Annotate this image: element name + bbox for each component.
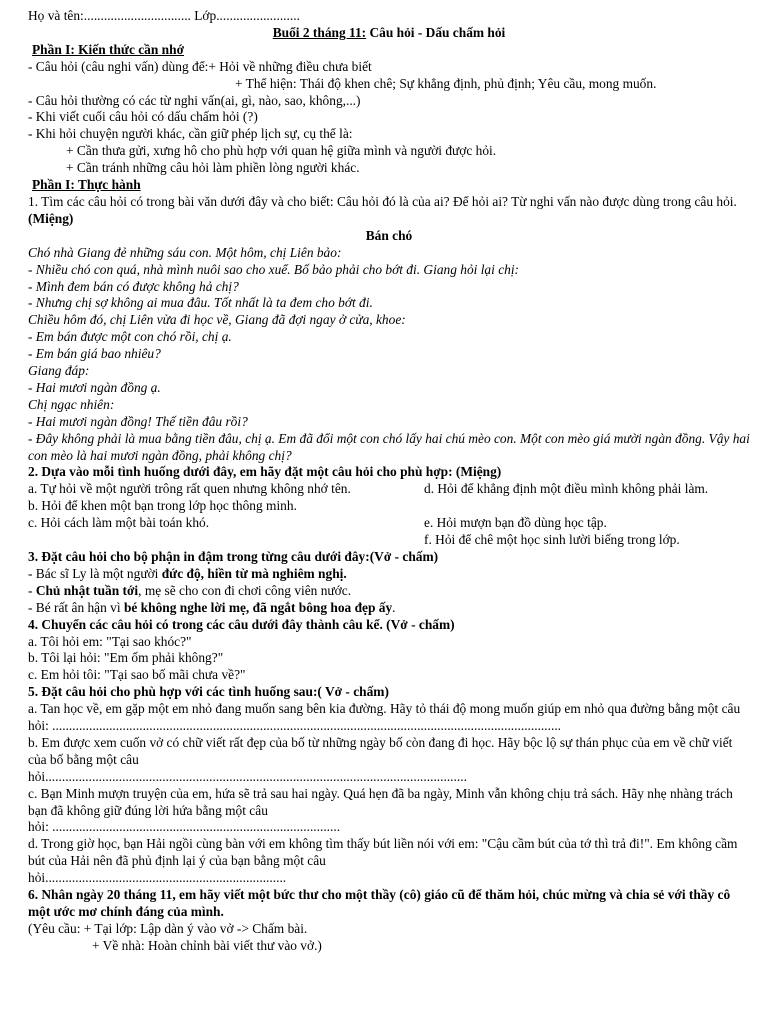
question-2-item: d. Hỏi để khẳng định một điều mình không phải làm. <box>424 481 709 497</box>
answer-blank[interactable]: hỏi........................................................................ <box>28 870 287 886</box>
answer-blank[interactable]: hỏi: ...................................................................................... <box>28 819 341 835</box>
question-3-heading: 3. Đặt câu hỏi cho bộ phận in đậm trong từng câu dưới đây:(Vở - chấm) <box>28 548 439 564</box>
worksheet-document <box>28 8 750 955</box>
question-2-item: c. Hỏi cách làm một bài toán khó. <box>28 515 210 531</box>
story-line: - Đây không phải là mua bằng tiền đâu, chị ạ. Em đã đổi một con chó lấy hai chú mèo con. Một con mèo giá mười ngàn đồng. Vậy hai con mèo là hai mươi ngàn đồng, phải không chị? <box>28 430 750 463</box>
part1-line: + Cần thưa gửi, xưng hô cho phù hợp với quan hệ giữa mình và người được hỏi. <box>66 143 497 159</box>
bold-part: Chủ nhật tuần tới <box>35 582 139 598</box>
title-date: Buổi 2 tháng 11: <box>272 24 367 40</box>
question-2-heading: 2. Dựa vào mỗi tình huống dưới đây, em hãy đặt một câu hỏi cho phù hợp: (Miệng) <box>28 464 502 480</box>
bold-part: đức độ, hiền từ mà nghiêm nghị. <box>161 565 347 581</box>
question-4-heading: 4. Chuyển các câu hỏi có trong các câu dưới đây thành câu kể. (Vở - chấm) <box>28 616 455 632</box>
story-line: - Hai mươi ngàn đồng! Thế tiền đâu rồi? <box>28 413 248 429</box>
part1-line: + Cần tránh những câu hỏi làm phiền lòng người khác. <box>66 160 360 176</box>
question-3-sentence <box>28 583 750 600</box>
part1-line: - Khi hỏi chuyện người khác, cần giữ phép lịch sự, cụ thể là: <box>28 126 353 142</box>
bold-part: bé không nghe lời mẹ, đã ngắt bông hoa đẹp ấy <box>123 599 393 615</box>
question-2-item: f. Hỏi để chê một học sinh lười biếng trong lớp. <box>424 532 680 548</box>
sentence-text: - Bé rất ân hận vì <box>28 599 124 615</box>
worksheet-title <box>28 25 750 42</box>
story-line: Giang đáp: <box>28 363 90 379</box>
question-2-item: b. Hỏi để khen một bạn trong lớp học thông minh. <box>28 498 297 514</box>
question-5-item: c. Bạn Minh mượn truyện của em, hứa sẽ trả sau hai ngày. Quá hẹn đã ba ngày, Minh vẫn không chịu trả sách. Hãy nhẹ nhàng trách bạn đã không giữ đúng lời hứa bằng một câu <box>28 785 733 818</box>
answer-blank[interactable]: hỏi: ........................................................................................................................................................ <box>28 718 562 734</box>
story-line: - Nhưng chị sợ không ai mua đâu. Tốt nhất là ta đem cho bớt đi. <box>28 295 373 311</box>
question-2-items <box>28 481 750 549</box>
question-5-heading: 5. Đặt câu hỏi cho phù hợp với các tình huống sau:( Vở - chấm) <box>28 684 389 700</box>
name-class-line: Họ và tên:................................ Lớp......................... <box>28 8 300 23</box>
question-2-left-column <box>28 481 424 549</box>
question-6-requirement: + Về nhà: Hoàn chỉnh bài viết thư vào vở.) <box>92 937 322 953</box>
question-3-sentence <box>28 566 750 583</box>
question-2-item: e. Hỏi mượn bạn đồ dùng học tập. <box>424 515 607 531</box>
part2-heading: Phần I: Thực hành <box>32 177 141 193</box>
story-line: - Mình đem bán có được không hả chị? <box>28 278 239 294</box>
part1-line: - Câu hỏi (câu nghi vấn) dùng để:+ Hỏi về những điều chưa biết <box>28 58 372 74</box>
story-line: - Hai mươi ngàn đồng ạ. <box>28 379 161 395</box>
part1-line: - Khi viết cuối câu hỏi có dấu chấm hỏi (?) <box>28 109 258 125</box>
part1-line: - Câu hỏi thường có các từ nghi vấn(ai, gì, nào, sao, không,...) <box>28 92 361 108</box>
sentence-text: - Bác sĩ Ly là một người <box>28 565 162 581</box>
question-1-text: 1. Tìm các câu hỏi có trong bài văn dưới đây và cho biết: Câu hỏi đó là của ai? Để hỏi ai? Từ nghi vấn nào được dùng trong câu hỏi. <box>28 193 737 209</box>
question-3-sentence <box>28 600 750 617</box>
question-1 <box>28 194 750 228</box>
sentence-text: . <box>392 599 396 615</box>
question-2-item: a. Tự hỏi về một người trông rất quen nhưng không nhớ tên. <box>28 481 351 497</box>
question-2-right-column <box>424 481 750 549</box>
part1-heading: Phần I: Kiến thức cần nhớ <box>32 41 184 57</box>
question-1-tag: (Miệng) <box>28 210 74 226</box>
part1-line: + Thể hiện: Thái độ khen chê; Sự khẳng định, phủ định; Yêu cầu, mong muốn. <box>235 75 657 91</box>
story-line: Chiều hôm đó, chị Liên vừa đi học về, Giang đã đợi ngay ở cửa, khoe: <box>28 312 406 328</box>
question-4-item: a. Tôi hỏi em: "Tại sao khóc?" <box>28 633 192 649</box>
story-line: Chị ngạc nhiên: <box>28 396 115 412</box>
story-line: - Em bán giá bao nhiêu? <box>28 346 161 362</box>
sentence-text: , mẹ sẽ cho con đi chơi công viên nước. <box>138 582 352 598</box>
answer-blank[interactable]: hỏi.............................................................................................................................. <box>28 768 467 784</box>
question-6-heading: 6. Nhân ngày 20 tháng 11, em hãy viết một bức thư cho một thầy (cô) giáo cũ để thăm hỏi, chúc mừng và chia sẻ với thầy cô một ước mơ chính đáng của mình. <box>28 887 731 920</box>
question-4-item: b. Tôi lại hỏi: "Em ốm phải không?" <box>28 650 224 666</box>
story-title: Bán chó <box>365 227 413 243</box>
question-5-item: a. Tan học về, em gặp một em nhỏ đang muốn sang bên kia đường. Hãy tỏ thái độ mong muốn giúp em nhỏ qua đường bằng một câu <box>28 701 741 717</box>
question-5-item: d. Trong giờ học, bạn Hải ngồi cùng bàn với em không tìm thấy bút liền nói với em: "Cậu cầm bút của tớ thì trả đi!". Em không cầm bút của Hải nên đã phủ định lại ý của bạn bằng một câu <box>28 836 738 869</box>
sentence-text: - <box>28 582 36 598</box>
story-line: - Em bán được một con chó rồi, chị ạ. <box>28 329 232 345</box>
question-5-item: b. Em được xem cuốn vở có chữ viết rất đẹp của bố từ những ngày bố còn đang đi học. Hãy bộc lộ sự thán phục của em về chữ viết của bố bằng một câu <box>28 734 733 767</box>
title-topic: Câu hỏi - Dấu chấm hỏi <box>366 24 506 40</box>
story-line: - Nhiều chó con quá, nhà mình nuôi sao cho xuể. Bố bảo phải cho bớt đi. Giang hỏi lại chị: <box>28 261 520 277</box>
story-line: Chó nhà Giang đẻ những sáu con. Một hôm, chị Liên bảo: <box>28 244 342 260</box>
question-6-requirement: (Yêu cầu: + Tại lớp: Lập dàn ý vào vở -> Chấm bài. <box>28 920 308 936</box>
question-4-item: c. Em hỏi tôi: "Tại sao bố mãi chưa về?" <box>28 667 246 683</box>
